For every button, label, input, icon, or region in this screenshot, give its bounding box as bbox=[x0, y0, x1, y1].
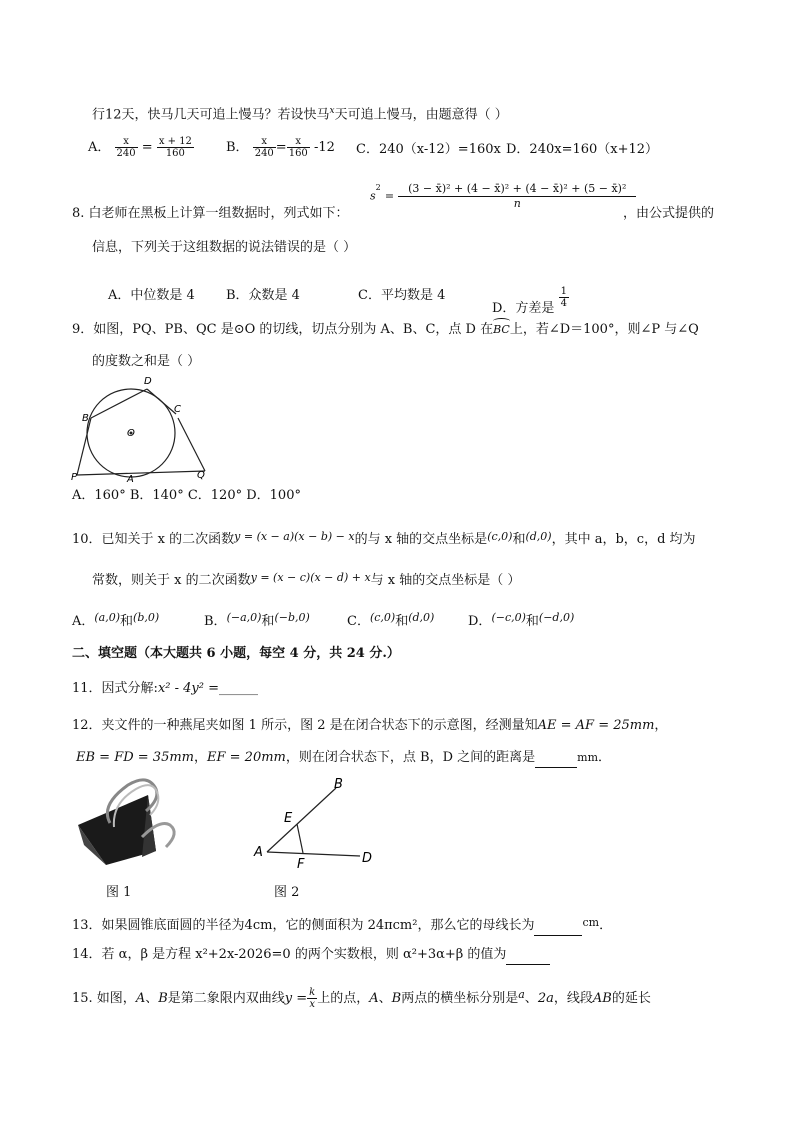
q10-option-a[interactable]: A．$^{(a,0)}$和$^{(b,0)}$ bbox=[72, 611, 160, 629]
tangent-pq bbox=[77, 471, 205, 475]
q9-figure bbox=[68, 372, 218, 482]
q9-arc: BC bbox=[493, 320, 510, 340]
q7-opt-a-frac2: $\frac{x + 12}{160}$ bbox=[158, 136, 192, 159]
q12-answer-blank[interactable] bbox=[535, 753, 577, 768]
q11-expr: x² - 4y² = bbox=[157, 681, 219, 696]
label-o: O bbox=[127, 428, 135, 439]
q9-options[interactable]: A．160° B．140° C．120° D．100° bbox=[72, 488, 301, 503]
q8-option-c[interactable]: C．平均数是 4 bbox=[358, 288, 446, 303]
q8-option-b[interactable]: B．众数是 4 bbox=[226, 288, 300, 303]
q7-stem-text: 行12天，快马几天可追上慢马？若设快马 bbox=[92, 107, 330, 123]
segment-bd bbox=[91, 389, 147, 418]
q12-stem-line2: EB = FD = 35mm，EF = 20mm，则在闭合状态下，点 B，D 之间的距离是 mm． bbox=[76, 748, 611, 768]
q10-func1: y = (x − a)(x − b) − x bbox=[234, 530, 355, 543]
q15-frac: $\frac{k}{x}$ bbox=[309, 987, 316, 1010]
segment-ef bbox=[297, 824, 303, 853]
q8-option-a[interactable]: A．中位数是 4 bbox=[108, 288, 195, 303]
q9-stem-line1: 9．如图，PQ、PB、QC 是⊙O 的切线，切点分别为 A、B、C，点 D 在 BC上，若∠D＝100°，则∠P 与∠Q bbox=[72, 320, 699, 340]
label-b: B bbox=[334, 777, 343, 792]
q7-stem bbox=[92, 101, 508, 125]
q10-stem-line1: 10．已知关于 x 的二次函数$^{y = (x - a)(x - b) - x}$的与 x 轴的交点坐标是$^{(c,0)}$和$^{(d,0)}$，其中 a，b，c，d 均为 bbox=[72, 530, 696, 547]
q13-answer-blank[interactable] bbox=[534, 921, 582, 936]
q10-stem-line2: 常数，则关于 x 的二次函数$^{y = (x - c)(x - d) + x}$与 x 轴的交点坐标是（ ） bbox=[92, 571, 521, 588]
label-d: D bbox=[362, 851, 373, 866]
q14-answer-blank[interactable] bbox=[506, 950, 550, 965]
label-d: D bbox=[144, 376, 152, 387]
section-2-heading: 二、填空题（本大题共 6 小题，每空 4 分，共 24 分.） bbox=[72, 646, 400, 661]
segment-dc bbox=[147, 389, 176, 414]
q10-func2: y = (x − c)(x − d) + x bbox=[250, 571, 371, 584]
q8-stem-line1-end: ，由公式提供的 bbox=[623, 206, 715, 221]
q8-formula-fraction: $\frac{\text{(3 − x̄)² + (4 − x̄)² + (4 − x̄)² + (5 − x̄)²}}{n}$ bbox=[398, 182, 636, 211]
q14: 14．若 α，β 是方程 x²+2x-2026=0 的两个实数根，则 α²+3α+β 的值为 bbox=[72, 945, 550, 965]
label-q: Q bbox=[197, 470, 205, 481]
q7-option-c[interactable]: C．240（x-12）=160x bbox=[356, 142, 501, 157]
label-a: A bbox=[127, 474, 134, 482]
label-p: P bbox=[71, 472, 78, 482]
fig1-caption: 图 1 bbox=[106, 885, 132, 900]
q11-answer-blank[interactable]: ______ bbox=[219, 681, 258, 696]
q7-opt-b-frac2: $\frac{x}{160}$ bbox=[288, 136, 308, 159]
label-a: A bbox=[254, 845, 263, 860]
q10-option-d[interactable]: D．$^{(-c,0)}$和$^{(-d,0)}$ bbox=[468, 611, 575, 629]
q8-stem-line2: 信息，下列关于这组数据的说法错误的是（ ） bbox=[92, 240, 357, 255]
q12-stem-line1: 12．夹文件的一种燕尾夹如图 1 所示，图 2 是在闭合状态下的示意图，经测量知AE = AF = 25mm， bbox=[72, 718, 668, 733]
q7-option-a[interactable]: A． $\frac{x}{240}$ = $\frac{x + 12}{160}$ bbox=[88, 136, 192, 159]
q9-stem-line2: 的度数之和是（ ） bbox=[92, 354, 201, 369]
segment-ab bbox=[267, 788, 336, 852]
q7-opt-b-frac1: $\frac{x}{240}$ bbox=[254, 136, 274, 159]
label-e: E bbox=[284, 811, 293, 826]
q8-opt-d-frac: $\frac{1}{4}$ bbox=[560, 286, 567, 309]
q8-option-d[interactable]: D．方差是 $\frac{1}{4}$ bbox=[492, 286, 567, 316]
q13: 13．如果圆锥底面圆的半径为4cm，它的侧面积为 24πcm²，那么它的母线长为 $^{cm}$． bbox=[72, 913, 612, 936]
tangent-qc bbox=[178, 418, 205, 471]
label-b: B bbox=[82, 413, 89, 424]
q8-formula: $s^2$ = $\frac{\text{(3 − x̄)² + (4 − x̄)² + (4 − x̄)² + (5 − x̄)²}}{n}$ bbox=[370, 181, 636, 211]
q10-option-c[interactable]: C．$^{(c,0)}$和$^{(d,0)}$ bbox=[347, 611, 435, 629]
q7-opt-b-label: B． bbox=[226, 140, 249, 155]
q11: 11．因式分解:x² - 4y² =______ bbox=[72, 681, 258, 696]
label-c: C bbox=[174, 404, 181, 415]
q7-opt-a-label: A． bbox=[88, 140, 111, 155]
q7-opt-a-frac1: $\frac{x}{240}$ bbox=[116, 136, 136, 159]
q8-stem-line1: 8. 白老师在黑板上计算一组数据时，列式如下： bbox=[72, 206, 349, 221]
q10-option-b[interactable]: B．$^{(-a,0)}$和$^{(-b,0)}$ bbox=[204, 611, 310, 629]
q15-stem: 15. 如图，A、B是第二象限内双曲线y = $\frac{k}{x}$ 上的点，A、B两点的横坐标分别是$^a$、2a，线段AB的延长 bbox=[72, 987, 651, 1010]
binder-clip-figure bbox=[70, 775, 190, 880]
q7-stem-end: 天可追上慢马，由题意得（ ） bbox=[334, 107, 508, 123]
segment-ad bbox=[267, 852, 360, 856]
q7-option-d[interactable]: D．240x=160（x+12） bbox=[506, 142, 659, 157]
label-f: F bbox=[297, 857, 305, 872]
q7-option-b[interactable]: B． $\frac{x}{240}$ = $\frac{x}{160}$ -12 bbox=[226, 136, 335, 159]
fig2-caption: 图 2 bbox=[274, 885, 300, 900]
q7-var: x bbox=[329, 106, 335, 116]
q12-schematic-figure bbox=[250, 774, 390, 874]
